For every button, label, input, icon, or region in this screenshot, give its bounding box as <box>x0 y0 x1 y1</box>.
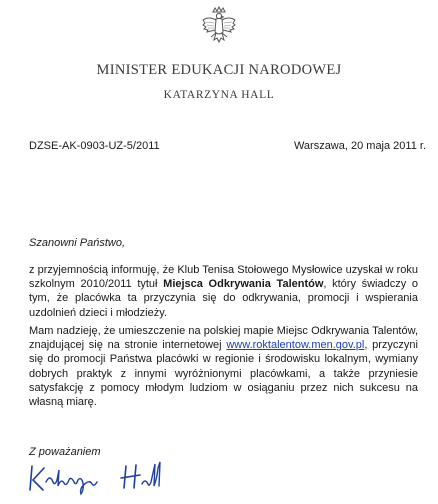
letterhead-name: KATARZYNA HALL <box>163 89 275 101</box>
letter-date: Warszawa, 20 maja 2011 r. <box>293 140 426 152</box>
paragraph-1-bold-title: Miejsca Odkrywania Talentów <box>163 278 324 291</box>
paragraph-1-text-end: , który świadczy o tym, że placówka ta przyczynia się do odkrywania, promocji i wspierania uzdolnień dzieci i młodzieży. <box>29 278 418 319</box>
paragraph-2-text-end: , przyczyni się do promocji Państwa placówki w regionie i środowisku lokalnym, wymiany dobrych praktyk z innymi wyróżnionymi placówkami, a także przyniesie satysfakcję z pomocy młodym ludziom w osiąganiu przez nich sukcesu na własną miarę. <box>29 339 418 409</box>
handwritten-signature <box>26 456 186 500</box>
letterhead-title: MINISTER EDUKACJI NARODOWEJ <box>96 62 342 78</box>
salutation: Szanowni Państwo, <box>29 237 125 249</box>
website-link[interactable]: www.roktalentow.men.gov.pl <box>226 339 365 352</box>
paragraph-1-text-start: z przyjemnością informuję, że Klub Tenisa Stołowego Mysłowice uzyskał w roku szkolnym 2010/2011 tytuł <box>29 264 418 291</box>
closing: Z poważaniem <box>29 446 101 458</box>
paragraph-1 <box>29 263 418 320</box>
white-eagle-emblem-icon <box>200 6 238 50</box>
paragraph-2-text-start: Mam nadzieję, że umieszczenie na polskiej mapie Miejsc Odkrywania Talentów, znajdującej się na stronie internetowej <box>29 325 418 352</box>
reference-number: DZSE-AK-0903-UZ-5/2011 <box>29 140 160 152</box>
paragraph-2 <box>29 324 418 409</box>
